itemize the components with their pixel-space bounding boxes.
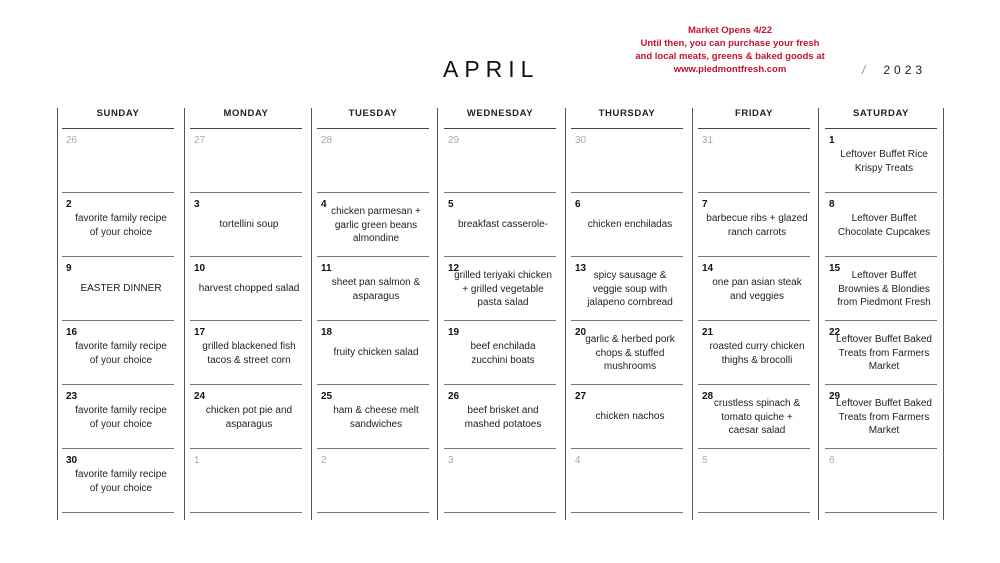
day-cell xyxy=(571,385,683,449)
date-number: 26 xyxy=(448,391,460,402)
meal-text: roasted curry chicken thighs & brocolli xyxy=(709,341,805,366)
meal-text: breakfast casserole- xyxy=(457,219,549,230)
day-column xyxy=(317,108,429,513)
day-cell xyxy=(571,257,683,321)
column-divider xyxy=(565,108,566,520)
meal-text: fruity chicken salad xyxy=(333,347,419,358)
date-number: 30 xyxy=(575,135,587,146)
meal-text: EASTER DINNER xyxy=(80,283,162,294)
day-cell xyxy=(571,193,683,257)
date-number: 13 xyxy=(575,263,587,274)
date-number: 29 xyxy=(448,135,460,146)
meal-text: favorite family recipe of your choice xyxy=(75,341,167,366)
date-number: 29 xyxy=(829,391,841,402)
day-cell xyxy=(444,257,556,321)
meal-text: chicken enchiladas xyxy=(587,219,673,230)
meal-text: favorite family recipe of your choice xyxy=(75,469,167,494)
day-column xyxy=(62,108,174,513)
day-cell xyxy=(444,193,556,257)
meal-text: chicken parmesan + garlic green beans almondine xyxy=(331,206,421,244)
day-header: WEDNESDAY xyxy=(466,108,534,119)
day-cell xyxy=(317,257,429,321)
day-cell xyxy=(825,257,937,321)
day-cell xyxy=(444,449,556,513)
date-number: 1 xyxy=(829,135,835,146)
day-cell xyxy=(317,449,429,513)
day-column xyxy=(444,108,556,513)
day-cell xyxy=(190,257,302,321)
meal-text: favorite family recipe of your choice xyxy=(75,405,167,430)
date-number: 26 xyxy=(66,135,78,146)
meal-text: favorite family recipe of your choice xyxy=(75,213,167,238)
date-number: 20 xyxy=(575,327,587,338)
column-divider xyxy=(692,108,693,520)
day-cell xyxy=(825,193,937,257)
day-cell xyxy=(825,449,937,513)
year-slash: / xyxy=(862,63,870,77)
meal-text: one pan asian steak and veggies xyxy=(712,277,802,302)
meal-text: Leftover Buffet Brownies & Blondies from Piedmont Fresh xyxy=(837,270,931,308)
day-cell xyxy=(571,321,683,385)
date-number: 23 xyxy=(66,391,78,402)
notice-line-1: Market Opens 4/22 xyxy=(688,25,772,36)
date-number: 5 xyxy=(702,455,708,466)
meal-text: grilled teriyaki chicken + grilled vegetable pasta salad xyxy=(454,270,552,308)
day-column xyxy=(571,108,683,513)
day-cell xyxy=(698,193,810,257)
column-divider xyxy=(437,108,438,520)
meal-text: Leftover Buffet Baked Treats from Farmers Market xyxy=(836,398,932,436)
column-divider xyxy=(184,108,185,520)
notice-line-3: and local meats, greens & baked goods at xyxy=(635,51,825,62)
day-header: SATURDAY xyxy=(852,108,909,119)
day-cell xyxy=(190,321,302,385)
date-number: 22 xyxy=(829,327,841,338)
meal-text: Leftover Buffet Rice Krispy Treats xyxy=(840,149,928,174)
meal-text: crustless spinach & tomato quiche + caesar salad xyxy=(713,398,801,436)
meal-text: spicy sausage & veggie soup with jalapeno cornbread xyxy=(587,270,673,308)
day-cell xyxy=(190,193,302,257)
date-number: 30 xyxy=(66,455,78,466)
date-number: 27 xyxy=(194,135,206,146)
day-cell xyxy=(62,321,174,385)
day-header: TUESDAY xyxy=(348,108,398,119)
day-cell xyxy=(317,193,429,257)
day-cell xyxy=(62,193,174,257)
day-cell xyxy=(825,321,937,385)
date-number: 12 xyxy=(448,263,460,274)
day-cell xyxy=(317,385,429,449)
column-divider xyxy=(943,108,944,520)
date-number: 28 xyxy=(702,391,714,402)
day-column xyxy=(825,108,937,513)
day-cell xyxy=(698,129,810,193)
day-cell xyxy=(444,321,556,385)
day-cell xyxy=(571,449,683,513)
date-number: 27 xyxy=(575,391,587,402)
date-number: 17 xyxy=(194,327,206,338)
meal-text: grilled blackened fish tacos & street corn xyxy=(202,341,296,366)
date-number: 3 xyxy=(448,455,454,466)
meal-text: chicken nachos xyxy=(595,411,665,422)
meal-text: beef brisket and mashed potatoes xyxy=(464,405,542,430)
meal-text: sheet pan salmon & asparagus xyxy=(331,277,421,302)
date-number: 25 xyxy=(321,391,333,402)
day-header: THURSDAY xyxy=(598,108,656,119)
column-divider xyxy=(57,108,58,520)
meal-text: chicken pot pie and asparagus xyxy=(205,405,293,430)
day-cell xyxy=(444,385,556,449)
year-label xyxy=(862,63,926,77)
date-number: 2 xyxy=(321,455,327,466)
month-title: APRIL xyxy=(443,56,540,82)
meal-text: garlic & herbed pork chops & stuffed mushrooms xyxy=(585,334,675,372)
date-number: 21 xyxy=(702,327,714,338)
meal-text: harvest chopped salad xyxy=(198,283,300,294)
day-cell xyxy=(62,385,174,449)
date-number: 10 xyxy=(194,263,206,274)
day-cell xyxy=(825,385,937,449)
day-cell xyxy=(698,321,810,385)
meal-text: Leftover Buffet Baked Treats from Farmers Market xyxy=(836,334,932,372)
date-number: 9 xyxy=(66,263,72,274)
day-cell xyxy=(190,129,302,193)
column-divider xyxy=(311,108,312,520)
date-number: 16 xyxy=(66,327,78,338)
date-number: 18 xyxy=(321,327,333,338)
date-number: 11 xyxy=(321,263,332,274)
day-cell xyxy=(317,321,429,385)
day-header: MONDAY xyxy=(223,108,269,119)
meal-text: beef enchilada zucchini boats xyxy=(470,341,536,366)
meal-text: Leftover Buffet Chocolate Cupcakes xyxy=(837,213,931,238)
market-notice xyxy=(620,24,840,76)
year-value: 2023 xyxy=(883,63,927,77)
meal-text: tortellini soup xyxy=(219,219,279,230)
day-cell xyxy=(698,449,810,513)
date-number: 31 xyxy=(702,135,714,146)
day-cell xyxy=(62,257,174,321)
day-cell xyxy=(825,129,937,193)
day-cell xyxy=(317,129,429,193)
date-number: 24 xyxy=(194,391,206,402)
date-number: 19 xyxy=(448,327,460,338)
day-cell xyxy=(444,129,556,193)
date-number: 2 xyxy=(66,199,72,210)
day-cell xyxy=(571,129,683,193)
date-number: 4 xyxy=(321,199,327,210)
date-number: 4 xyxy=(575,455,581,466)
day-cell xyxy=(62,129,174,193)
day-cell xyxy=(698,257,810,321)
date-number: 7 xyxy=(702,199,708,210)
date-number: 5 xyxy=(448,199,454,210)
day-cell xyxy=(190,385,302,449)
day-header: SUNDAY xyxy=(96,108,140,119)
day-column xyxy=(698,108,810,513)
date-number: 6 xyxy=(829,455,835,466)
date-number: 6 xyxy=(575,199,581,210)
day-cell xyxy=(190,449,302,513)
date-number: 8 xyxy=(829,199,835,210)
day-cell xyxy=(62,449,174,513)
day-cell xyxy=(698,385,810,449)
notice-link[interactable]: www.piedmontfresh.com xyxy=(673,64,787,75)
meal-text: barbecue ribs + glazed ranch carrots xyxy=(706,213,808,238)
notice-line-2: Until then, you can purchase your fresh xyxy=(640,38,820,49)
date-number: 15 xyxy=(829,263,841,274)
meal-text: ham & cheese melt sandwiches xyxy=(333,405,419,430)
column-divider xyxy=(818,108,819,520)
date-number: 14 xyxy=(702,263,714,274)
date-number: 1 xyxy=(194,455,200,466)
date-number: 3 xyxy=(194,199,200,210)
date-number: 28 xyxy=(321,135,333,146)
day-header: FRIDAY xyxy=(734,108,774,119)
day-column xyxy=(190,108,302,513)
